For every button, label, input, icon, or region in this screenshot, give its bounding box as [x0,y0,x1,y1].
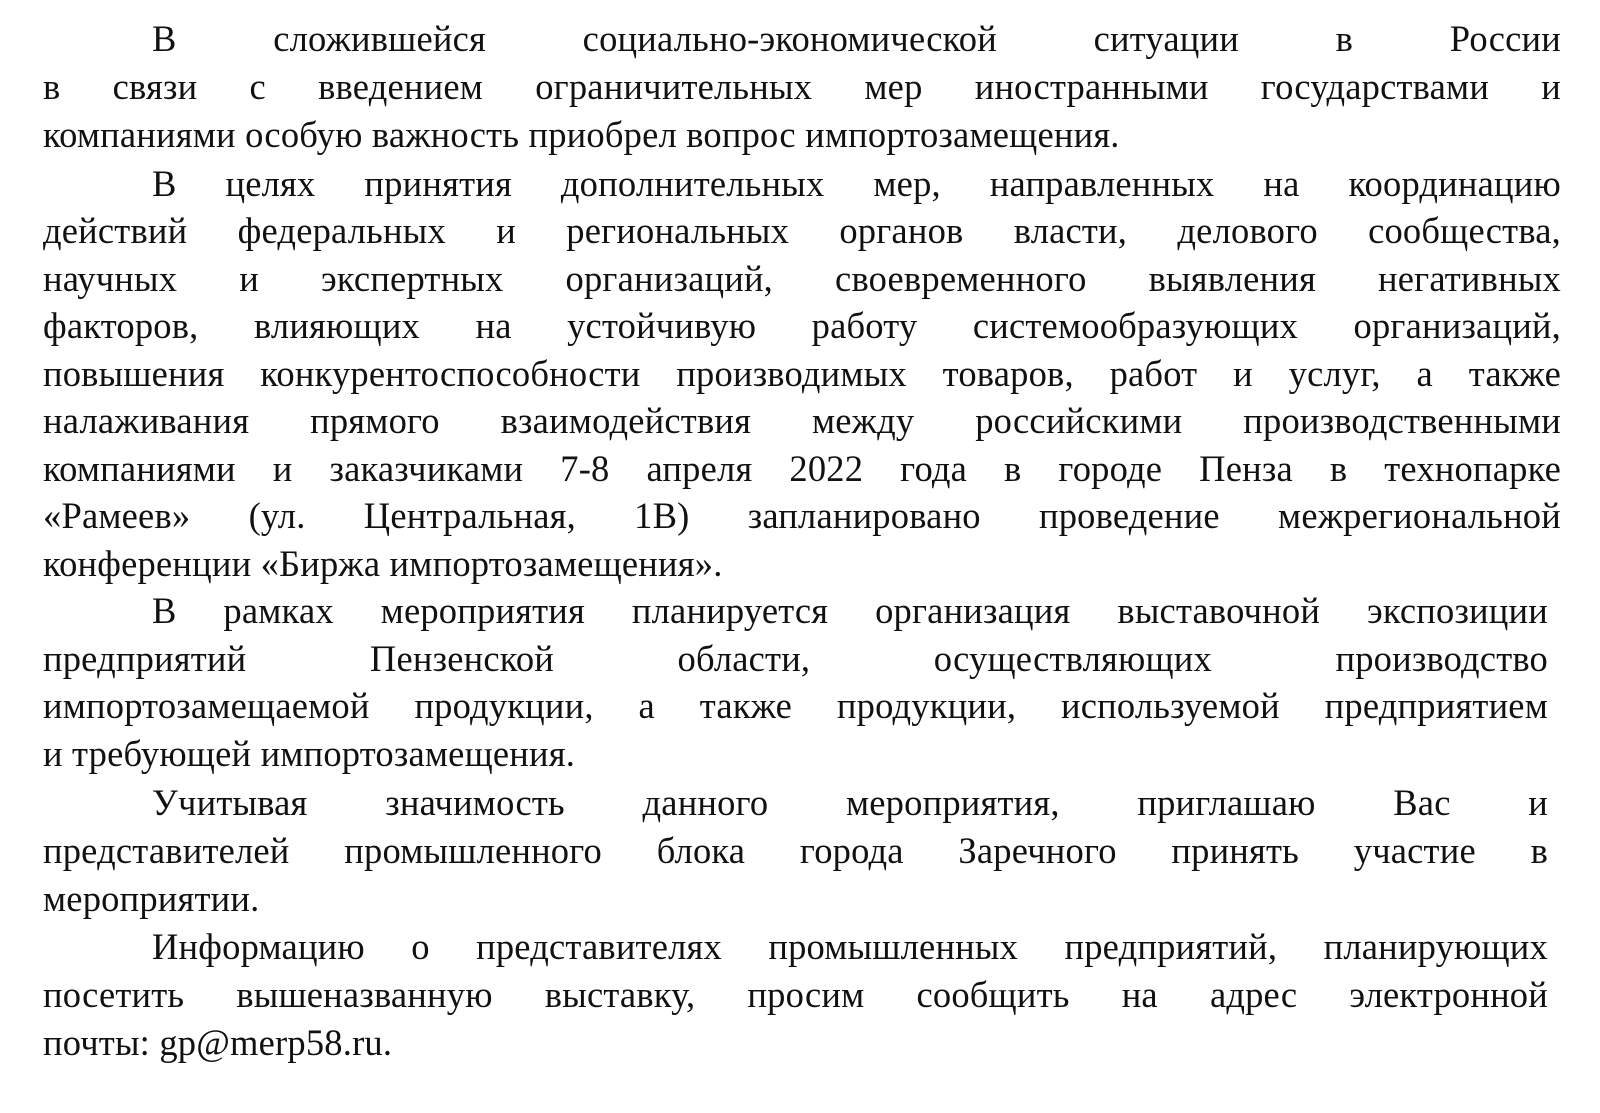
paragraph-2-line-5: повышения конкурентоспособности производимых товаров, работ и услуг, а также [43,353,1561,394]
paragraph-1-line-2: в связи с введением ограничительных мер иностранными государствами и [43,66,1561,107]
paragraph-3-line-3: импортозамещаемой продукции, а также продукции, используемой предприятием [43,685,1548,726]
paragraph-2-line-8: «Рамеев» (ул. Центральная, 1В) запланировано проведение межрегиональной [43,495,1561,536]
paragraph-1-line-1: В сложившейся социально-экономической ситуации в России [152,18,1561,59]
paragraph-1-line-3: компаниями особую важность приобрел вопрос импортозамещения. [43,114,1120,155]
paragraph-3-line-1: В рамках мероприятия планируется организация выставочной экспозиции [152,590,1548,631]
paragraph-4-line-2: представителей промышленного блока города Заречного принять участие в [43,830,1548,871]
paragraph-2-line-2: действий федеральных и региональных органов власти, делового сообщества, [43,210,1561,251]
paragraph-2-line-7: компаниями и заказчиками 7-8 апреля 2022 года в городе Пенза в технопарке [43,448,1561,489]
paragraph-2-line-4: факторов, влияющих на устойчивую работу системообразующих организаций, [43,305,1561,346]
paragraph-5-line-3: почты: gp@merp58.ru. [43,1022,393,1063]
paragraph-2-line-1: В целях принятия дополнительных мер, направленных на координацию [152,163,1561,204]
paragraph-2-line-6: налаживания прямого взаимодействия между российскими производственными [43,400,1561,441]
paragraph-2-line-3: научных и экспертных организаций, своевременного выявления негативных [43,258,1561,299]
paragraph-3-line-2: предприятий Пензенской области, осуществляющих производство [43,638,1548,679]
paragraph-5-line-2: посетить вышеназванную выставку, просим сообщить на адрес электронной [43,974,1548,1015]
paragraph-5-line-1: Информацию о представителях промышленных предприятий, планирующих [152,926,1548,967]
paragraph-3-line-4: и требующей импортозамещения. [43,733,576,774]
paragraph-4-line-3: мероприятии. [43,878,260,919]
paragraph-2-line-9: конференции «Биржа импортозамещения». [43,543,723,584]
paragraph-4-line-1: Учитывая значимость данного мероприятия, приглашаю Вас и [152,782,1548,823]
